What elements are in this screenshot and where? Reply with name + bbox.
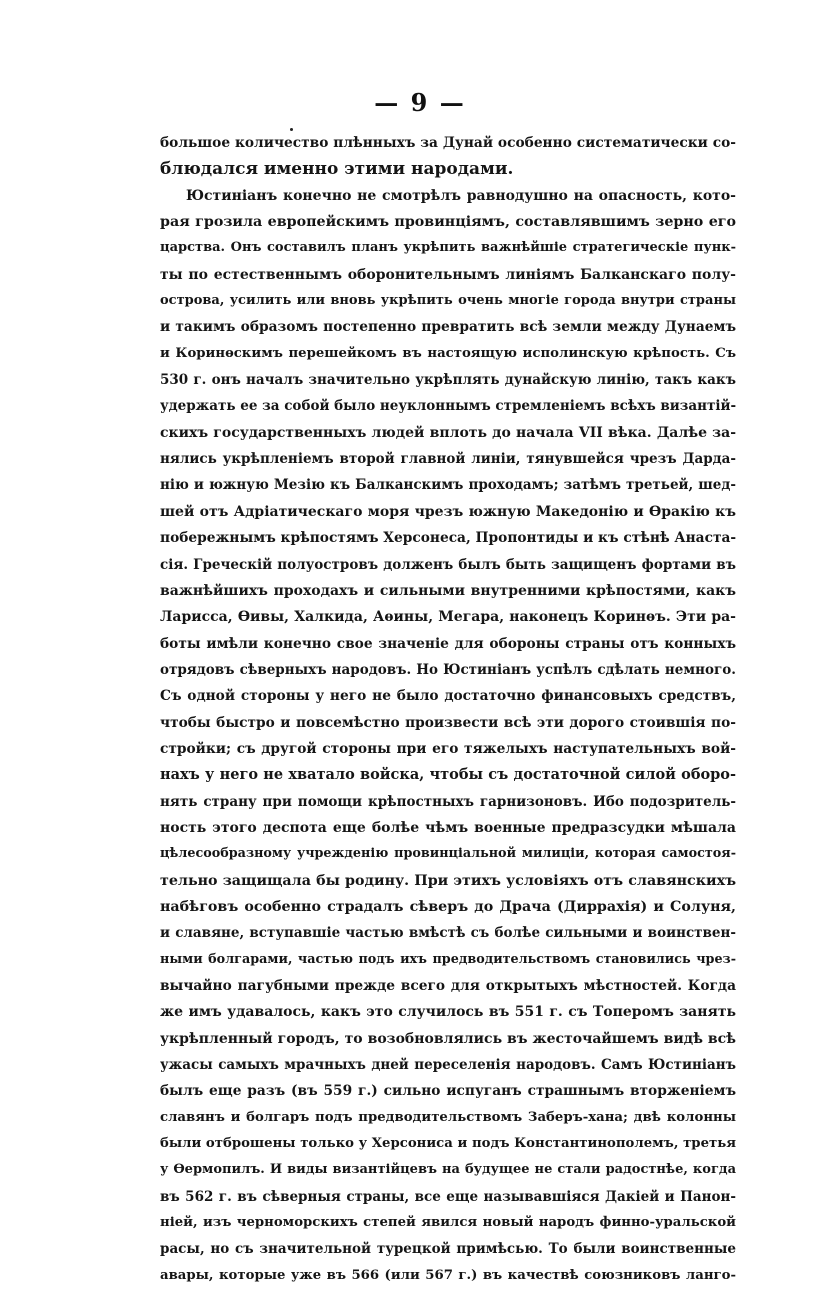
text-line: отрядовъ сѣверныхъ народовъ. Но Юстиніанъ успѣлъ сдѣлать немного.	[160, 661, 736, 678]
text-line: расы, но съ значительной турецкой примѣсью. То были воинственные	[160, 1241, 736, 1258]
text-line: нять страну при помощи крѣпостныхъ гарнизоновъ. Ибо подозритель-	[160, 793, 736, 810]
text-line: у Ѳермопилъ. И виды византійцевъ на будущее не стали радостнѣе, когда	[160, 1162, 736, 1178]
text-line: нію и южную Мезію къ Балканскимъ проходамъ; затѣмъ третьей, шед-	[160, 477, 736, 494]
text-line: тельно защищала бы родину. При этихъ условіяхъ отъ славянскихъ	[160, 872, 736, 889]
paragraph-first-line: Юстиніанъ конечно не смотрѣлъ равнодушно на опасность, кото-	[186, 187, 736, 204]
text-line: ными болгарами, частью подъ ихъ предводительствомъ становились чрез-	[160, 951, 736, 967]
text-line: стройки; съ другой стороны при его тяжелыхъ наступательныхъ вой-	[160, 740, 736, 757]
text-line: Съ одной стороны у него не было достаточно финансовыхъ средствъ,	[160, 688, 736, 705]
body-text	[160, 130, 736, 1289]
text-line: авары, которые уже въ 566 (или 567 г.) въ качествѣ союзниковъ ланго-	[160, 1267, 736, 1283]
text-line: укрѣпленный городъ, то возобновлялись въ жесточайшемъ видѣ всѣ	[160, 1030, 736, 1047]
text-line: Ларисса, Ѳивы, Халкида, Аѳины, Мегара, наконецъ Коринѳъ. Эти ра-	[160, 609, 736, 626]
text-line: боты имѣли конечно свое значеніе для обороны страны отъ конныхъ	[160, 635, 736, 652]
text-line: большое количество плѣнныхъ за Дунай особенно систематически со-	[160, 135, 736, 151]
text-line: рая грозила европейскимъ провинціямъ, составлявшимъ зерно его	[160, 214, 736, 231]
text-line: ужасы самыхъ мрачныхъ дней переселенія народовъ. Самъ Юстиніанъ	[160, 1057, 736, 1074]
page-number: — 9 —	[374, 88, 466, 117]
text-line: блюдался именно этими народами.	[160, 159, 514, 180]
text-line: были отброшены только у Херсониса и подъ Константинополемъ, третья	[160, 1136, 736, 1152]
text-line: побережнымъ крѣпостямъ Херсонеса, Пропонтиды и къ стѣнѣ Анаста-	[160, 530, 737, 547]
text-line: царства. Онъ составилъ планъ укрѣпить важнѣйшіе стратегическіе пунк-	[160, 240, 736, 256]
text-line: 530 г. онъ началъ значительно укрѣплять дунайскую линію, такъ какъ	[160, 372, 736, 389]
text-line: скихъ государственныхъ людей вплоть до начала VII вѣка. Далѣе за-	[160, 424, 736, 441]
text-line: славянъ и болгаръ подъ предводительствомъ Заберъ-хана; двѣ колонны	[160, 1109, 736, 1125]
text-line: нахъ у него не хватало войска, чтобы съ достаточной силой оборо-	[160, 766, 736, 784]
text-line: набѣговъ особенно страдалъ сѣверъ до Драча (Диррахія) и Солуня,	[160, 898, 736, 915]
text-line: ты по естественнымъ оборонительнымъ линіямъ Балканскаго полу-	[160, 266, 736, 283]
text-line: въ 562 г. въ сѣверныя страны, все еще называвшіяся Дакіей и Панон-	[160, 1188, 736, 1205]
text-line: же имъ удавалось, какъ это случилось въ 551 г. съ Топеромъ занять	[160, 1004, 736, 1021]
text-line: ніей, изъ черноморскихъ степей явился новый народъ финно-уральской	[160, 1215, 736, 1231]
text-line: цѣлесообразному учрежденію провинціальной милиціи, которая самостоя-	[160, 846, 736, 862]
text-line: чтобы быстро и повсемѣстно произвести всѣ эти дорого стоившія по-	[160, 714, 736, 731]
text-line: удержать ее за собой было неуклоннымъ стремленіемъ всѣхъ византій-	[160, 398, 737, 415]
text-line: ность этого деспота еще болѣе чѣмъ военные предразсудки мѣшала	[160, 819, 736, 836]
text-line: сія. Греческій полуостровъ долженъ былъ быть защищенъ фортами въ	[160, 556, 736, 573]
text-line: и такимъ образомъ постепенно превратить всѣ земли между Дунаемъ	[160, 319, 736, 336]
text-line: острова, усилить или вновь укрѣпить очень многіе города внутри страны	[160, 293, 736, 309]
text-line: важнѣйшихъ проходахъ и сильными внутренними крѣпостями, какъ	[160, 582, 736, 599]
text-line: вычайно пагубными прежде всего для открытыхъ мѣстностей. Когда	[160, 978, 736, 994]
text-line: и Коринѳскимъ перешейкомъ въ настоящую исполинскую крѣпость. Съ	[160, 345, 736, 361]
text-line: и славяне, вступавшіе частью вмѣстѣ съ болѣе сильными и воинствен-	[160, 925, 736, 942]
text-line: былъ еще разъ (въ 559 г.) сильно испуганъ страшнымъ вторженіемъ	[160, 1083, 736, 1100]
text-line: нялись укрѣпленіемъ второй главной линіи, тянувшейся чрезъ Дарда-	[160, 451, 736, 468]
text-line: шей отъ Адріатическаго моря чрезъ южную Македонію и Ѳракію къ	[160, 503, 736, 520]
